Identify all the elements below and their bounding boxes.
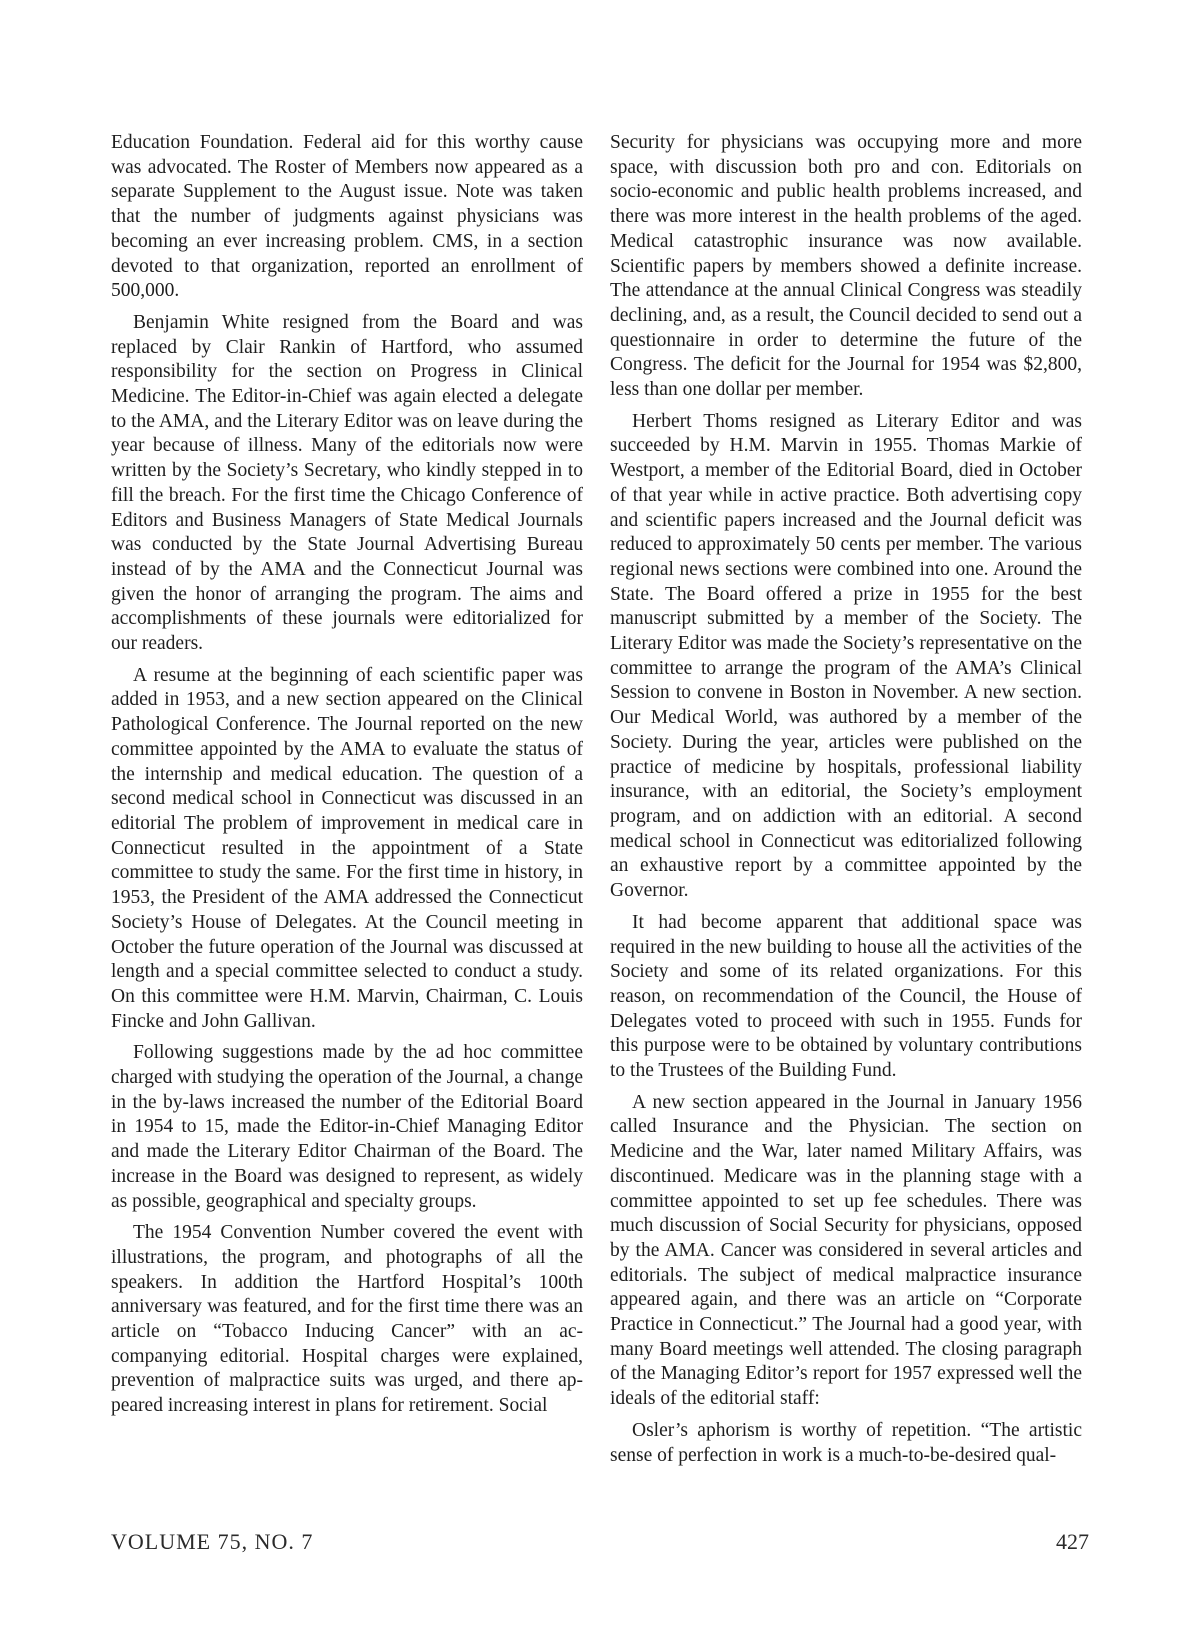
footer-page-number: 427 bbox=[1056, 1529, 1089, 1554]
paragraph: Osler’s aphorism is worthy of repetition. “The artistic sense of perfection in work is a much-to-be-desired qual- bbox=[610, 1419, 1082, 1466]
paragraph: The 1954 Convention Number covered the event with illustrations, the program, and photographs of all the speakers. In addition the Hartford Hospital’s 100th anniversary was featured, and for the first time there was an article on “Tobacco Inducing Cancer” with an accompanying editorial. Hospital charges were explained, prevention of malpractice suits was urged, and there appeared increasing interest in plans for retirement. Social bbox=[111, 1222, 583, 1417]
paragraph: Benjamin White resigned from the Board and was replaced by Clair Rankin of Hartford, who assumed responsibility for the section on Progress in Clinical Medicine. The Editor-in-Chief was again elected a delegate to the AMA, and the Literary Editor was on leave during the year because of illness. Many of the editorials now were written by the Society’s Secretary, who kindly stepped in to fill the breach. For the first time the Chicago Conference of Editors and Business Managers of State Medical Journals was conducted by the State Journal Advertising Bureau instead of by the AMA and the Connecticut Journal was given the honor of arranging the program. The aims and accomplishments of these journals were editorialized for our readers. bbox=[111, 311, 583, 655]
paragraph: Following suggestions made by the ad hoc committee charged with studying the operation of the Journal, a change in the by-laws increased the number of the Editorial Board in 1954 to 15, made the Editor-in-Chief Managing Editor and made the Literary Editor Chairman of the Board. The increase in the Board was designed to represent, as widely as possible, geographical and specialty groups. bbox=[111, 1042, 583, 1212]
right-text-column bbox=[610, 131, 1082, 1475]
paragraph: Herbert Thoms resigned as Literary Editor and was succeeded by H.M. Marvin in 1955. Thomas Markie of Westport, a member of the Editorial Board, died in October of that year while in active practice. Both advertising copy and scientific papers increased and the Journal deficit was reduced to approximately 50 cents per member. The various regional news sections were combined into one. Around the State. The Board offered a prize in 1955 for the best manuscript submitted by a member of the Society. The Literary Editor was made the Society’s representative on the committee to arrange the program of the AMA’s Clinical Session to convene in Boston in November. A new section. Our Medical World, was authored by a member of the Society. During the year, articles were published on the practice of medicine by hospitals, professional liability insurance, with an editorial, the Society’s employment program, and on addiction with an editorial. A second medical school in Connecticut was editorialized following an exhaustive report by a committee appointed by the Governor. bbox=[610, 410, 1082, 902]
paragraph: It had become apparent that additional space was required in the new building to house all the activities of the Society and some of its related organizations. For this reason, on recommendation of the Council, the House of Delegates voted to proceed with such in 1955. Funds for this purpose were to be obtained by voluntary contributions to the Trustees of the Building Fund. bbox=[610, 911, 1082, 1082]
footer-volume: VOLUME 75, NO. 7 bbox=[111, 1529, 314, 1554]
left-text-column bbox=[111, 131, 583, 1426]
paragraph: Education Foundation. Federal aid for this worthy cause was advocated. The Roster of Members now appeared as a separate Supplement to the August issue. Note was taken that the number of judgments against physicians was becoming an ever increasing problem. CMS, in a section devoted to that organization, reported an enrollment of 500,000. bbox=[111, 132, 583, 302]
paragraph: A new section appeared in the Journal in January 1956 called Insurance and the Physician. The section on Medicine and the War, later named Military Affairs, was discontinued. Medicare was in the planning stage with a committee appointed to set up fee schedules. There was much discussion of Social Security for physicians, opposed by the AMA. Cancer was considered in several articles and editorials. The subject of medical malpractice insurance appeared again, and there was an article on “Corporate Practice in Connecticut.” The Journal had a good year, with many Board meetings well attended. The closing paragraph of the Managing Editor’s report for 1957 expressed well the ideals of the editorial staff: bbox=[610, 1091, 1082, 1410]
paragraph: Security for physicians was occupying more and more space, with discussion both pro and con. Editorials on socio-economic and public health problems increased, and there was more interest in the health problems of the aged. Medical catastrophic insurance was now available. Scientific papers by members showed a definite increase. The attendance at the annual Clinical Congress was steadily declining, and, as a result, the Council decided to send out a questionnaire in order to determine the future of the Congress. The deficit for the Journal for 1954 was $2,800, less than one dollar per member. bbox=[610, 132, 1082, 401]
paragraph: A resume at the beginning of each scientific paper was added in 1953, and a new section appeared on the Clinical Pathological Conference. The Journal reported on the new committee appointed by the AMA to evaluate the status of the internship and medical education. The question of a second medical school in Connecticut was discussed in an editorial The problem of improvement in medical care in Connecticut resulted in the appointment of a State committee to study the same. For the first time in history, in 1953, the President of the AMA addressed the Connecticut Society’s House of Delegates. At the Council meeting in October the future operation of the Journal was discussed at length and a special committee selected to conduct a study. On this committee were H.M. Marvin, Chairman, C. Louis Fincke and John Gallivan. bbox=[111, 664, 583, 1032]
